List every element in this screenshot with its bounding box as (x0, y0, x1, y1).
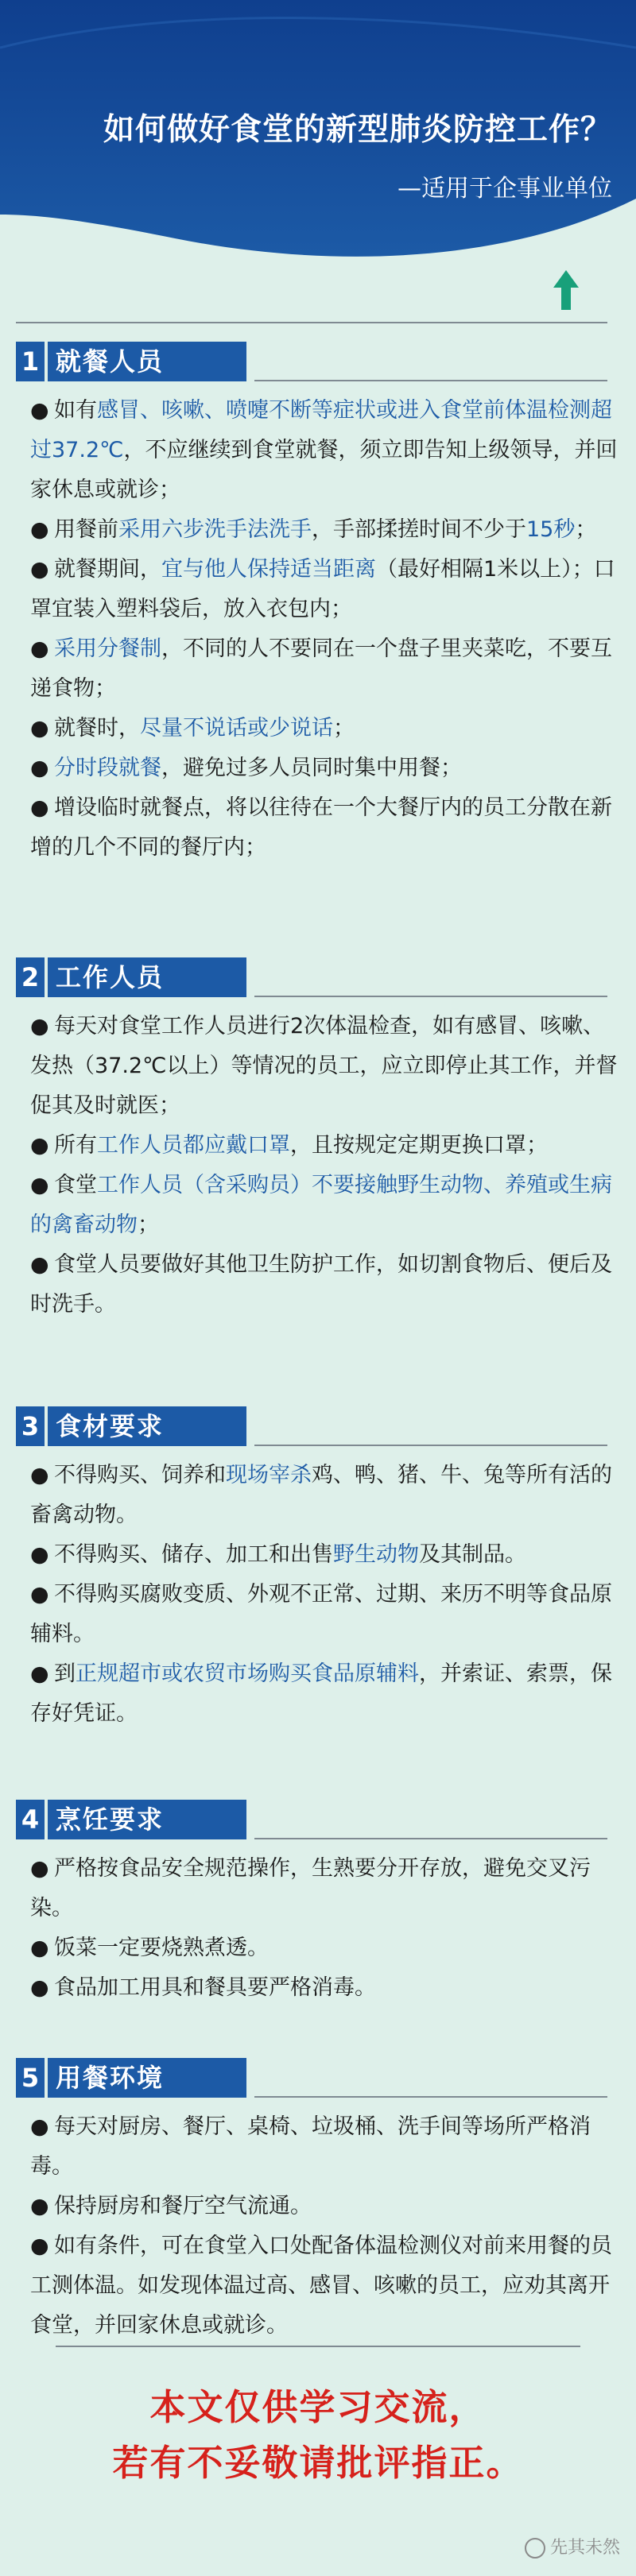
list-item (16, 1575, 620, 1654)
list-item (16, 391, 620, 510)
body-text: 就餐时， (54, 716, 140, 741)
highlight-text: 采用分餐制 (54, 636, 161, 661)
body-text: 不得购买、储存、加工和出售 (54, 1542, 333, 1567)
bullet-icon: ● (30, 1661, 49, 1686)
bullet-icon: ● (30, 2114, 49, 2139)
body-text: ； (333, 716, 355, 741)
list-item (16, 1126, 620, 1166)
section-title: 工作人员 (48, 957, 246, 997)
body-text: 保持厨房和餐厅空气流通。 (54, 2194, 312, 2218)
section-2 (16, 957, 620, 1325)
body-text: 如有 (54, 398, 97, 423)
body-text: ，不同的人不要同在一个盘子里夹菜吃，不要互递食物； (30, 636, 612, 701)
body-text: 每天对厨房、餐厅、桌椅、垃圾桶、洗手间等场所严格消毒。 (30, 2114, 591, 2179)
section-number: 1 (16, 342, 45, 381)
section-header (16, 342, 620, 381)
section-rule (254, 2096, 607, 2098)
watermark (525, 2534, 620, 2559)
section-number: 4 (16, 1800, 45, 1839)
body-text: ，不应继续到食堂就餐，须立即告知上级领导，并回家休息或就诊； (30, 438, 618, 502)
body-text: 饭菜一定要烧熟煮透。 (54, 1936, 269, 1960)
body-text: ，并索证、索票，保存好凭证。 (30, 1661, 612, 1726)
bullet-icon: ● (30, 517, 49, 542)
bullet-icon: ● (30, 1542, 49, 1567)
highlight-text: 尽量不说话或少说话 (140, 716, 333, 741)
highlight-text: 正规超市或农贸市场购买食品原辅料 (76, 1661, 419, 1686)
bullet-icon: ● (30, 1173, 49, 1197)
highlight-text: 采用六步洗手法洗手 (118, 517, 312, 542)
body-text: 每天对食堂工作人员进行2次体温检查，如有感冒、咳嗽、发热（37.2℃以上）等情况的员工，应立即停止其工作，并督促其及时就医； (30, 1014, 618, 1118)
body-text: 所有 (54, 1133, 97, 1158)
bullet-icon: ● (30, 398, 49, 423)
list-item (16, 1166, 620, 1245)
wechat-icon (525, 2538, 545, 2559)
highlight-text: 分时段就餐 (54, 756, 161, 780)
list-item (16, 1456, 620, 1535)
body-text: 食堂人员要做好其他卫生防护工作，如切割食物后、便后及时洗手。 (30, 1252, 612, 1317)
divider (16, 322, 607, 323)
bullet-icon: ● (30, 716, 49, 741)
list-item (16, 1654, 620, 1734)
watermark-text: 先其未然 (549, 2538, 620, 2558)
list-item (16, 550, 620, 629)
list-item (16, 709, 620, 748)
list-item (16, 2187, 620, 2226)
list-item (16, 1535, 620, 1575)
list-item (16, 1849, 620, 1928)
body-text: 增设临时就餐点，将以往待在一个大餐厅内的员工分散在新增的几个不同的餐厅内； (30, 795, 612, 860)
list-item (16, 1968, 620, 2008)
divider (56, 2346, 580, 2347)
body-text: 不得购买、饲养和 (54, 1463, 226, 1487)
footer-line-1: 本文仅供学习交流， (149, 2386, 487, 2428)
section-3 (16, 1406, 620, 1734)
list-item (16, 788, 620, 868)
section-rule (254, 996, 607, 997)
section-5 (16, 2058, 620, 2346)
list-item (16, 629, 620, 709)
section-title: 用餐环境 (48, 2058, 246, 2098)
section-rule (254, 1838, 607, 1839)
body-text: 用餐前 (54, 517, 118, 542)
page-title: 如何做好食堂的新型肺炎防控工作？ (103, 112, 612, 148)
bullet-icon: ● (30, 636, 49, 661)
section-number: 3 (16, 1406, 45, 1446)
section-number: 2 (16, 957, 45, 997)
bullet-icon: ● (30, 1582, 49, 1607)
highlight-text: 现场宰杀 (226, 1463, 312, 1487)
body-text: ，避免过多人员同时集中用餐； (161, 756, 462, 780)
list-item (16, 2107, 620, 2187)
bullet-icon: ● (30, 1252, 49, 1277)
list-item (16, 748, 620, 788)
bullet-icon: ● (30, 557, 49, 582)
up-arrow-icon (552, 270, 580, 310)
body-text: 鸡、鸭、猪、牛、兔等所有活的畜禽动物。 (30, 1463, 612, 1527)
bullet-icon: ● (30, 2194, 49, 2218)
body-text: 食堂 (54, 1173, 97, 1197)
list-item (16, 1007, 620, 1126)
section-title: 烹饪要求 (48, 1800, 246, 1839)
section-title: 就餐人员 (48, 342, 246, 381)
highlight-text: 工作人员（含采购员）不要接触野生动物、养殖或生病的禽畜动物 (30, 1173, 612, 1237)
bullet-icon: ● (30, 1975, 49, 2000)
section-rule (254, 380, 607, 381)
body-text: （最好相隔1米以上）；口罩宜装入塑料袋后，放入衣包内； (30, 557, 615, 621)
bullet-icon: ● (30, 756, 49, 780)
list-item (16, 2226, 620, 2346)
highlight-text: 野生动物 (333, 1542, 419, 1567)
list-item (16, 510, 620, 550)
section-title: 食材要求 (48, 1406, 246, 1446)
section-4 (16, 1800, 620, 2008)
highlight-text: 感冒、咳嗽、喷嚏不断等症状或进入食堂前体温检测超过37.2℃ (30, 398, 612, 462)
section-header (16, 2058, 620, 2098)
section-header (16, 957, 620, 997)
body-text: 就餐期间， (54, 557, 161, 582)
list-item (16, 1245, 620, 1325)
body-text: 及其制品。 (419, 1542, 526, 1567)
bullet-icon: ● (30, 1856, 49, 1881)
footer-disclaimer (0, 2380, 636, 2491)
bullet-icon: ● (30, 2234, 49, 2258)
body-text: 如有条件，可在食堂入口处配备体温检测仪对前来用餐的员工测体温。如发现体温过高、感冒、咳嗽的员工，应劝其离开食堂，并回家休息或就诊。 (30, 2234, 612, 2338)
body-text: 食品加工用具和餐具要严格消毒。 (54, 1975, 376, 2000)
highlight-text: 宜与他人保持适当距离 (161, 557, 376, 582)
body-text: 不得购买腐败变质、外观不正常、过期、来历不明等食品原辅料。 (30, 1582, 612, 1646)
section-header (16, 1800, 620, 1839)
bullet-icon: ● (30, 1014, 49, 1039)
body-text: 严格按食品安全规范操作，生熟要分开存放，避免交叉污染。 (30, 1856, 591, 1920)
section-number: 5 (16, 2058, 45, 2098)
body-text: ，且按规定定期更换口罩； (290, 1133, 548, 1158)
body-text: ，手部揉搓时间不少于 (312, 517, 526, 542)
bullet-icon: ● (30, 1133, 49, 1158)
body-text: ； (575, 517, 597, 542)
body-text: 到 (54, 1661, 76, 1686)
footer-line-2: 若有不妥敬请批评指正。 (112, 2442, 524, 2484)
section-1 (16, 342, 620, 868)
section-header (16, 1406, 620, 1446)
list-item (16, 1928, 620, 1968)
highlight-text: 15秒 (526, 517, 576, 542)
page-subtitle: —适用于企事业单位 (398, 175, 612, 203)
bullet-icon: ● (30, 795, 49, 820)
body-text: ； (138, 1213, 159, 1237)
section-rule (254, 1445, 607, 1446)
highlight-text: 工作人员都应戴口罩 (97, 1133, 290, 1158)
bullet-icon: ● (30, 1463, 49, 1487)
bullet-icon: ● (30, 1936, 49, 1960)
